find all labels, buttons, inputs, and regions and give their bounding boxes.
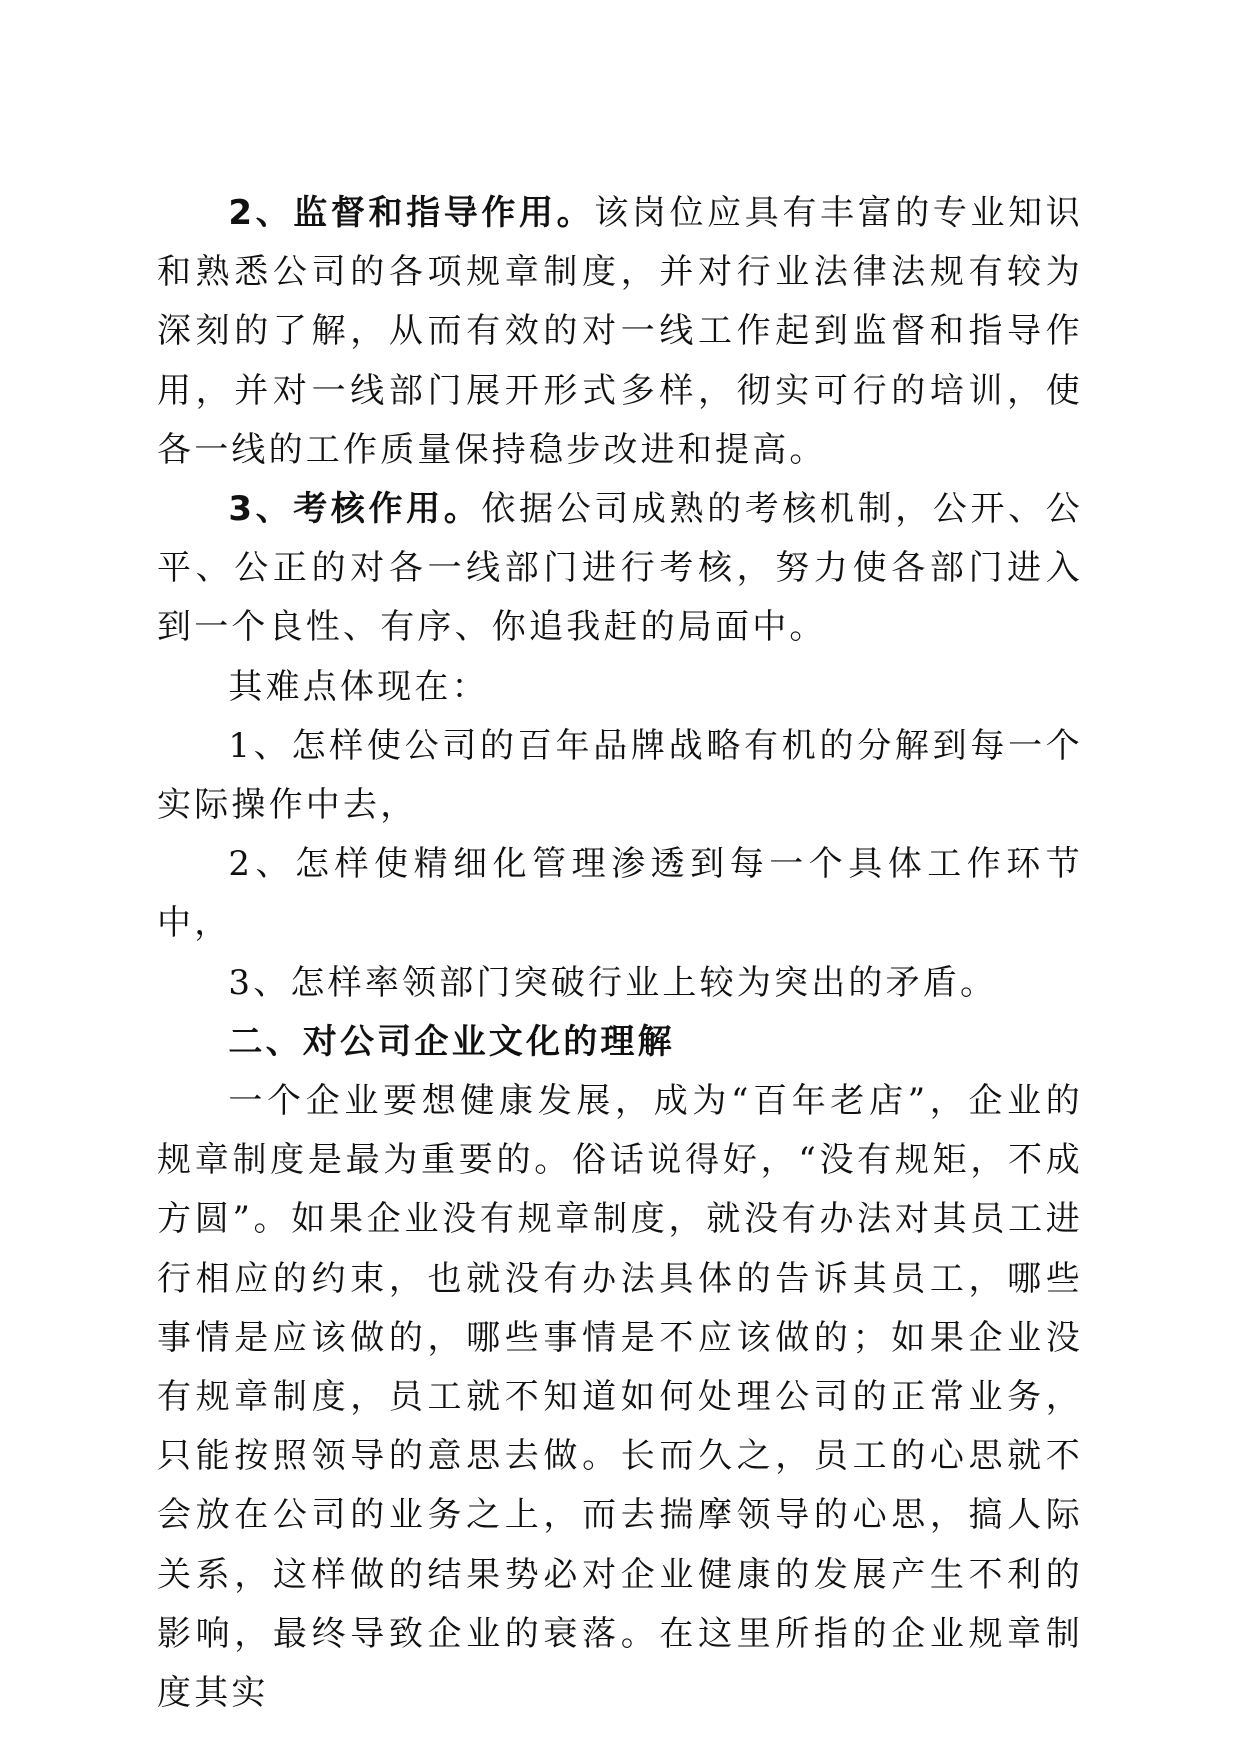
section-heading-culture: 二、对公司企业文化的理解 xyxy=(228,1021,675,1062)
paragraph-text: 依据公司成熟的考核机制，公开、公平、公正的对各一线部门进行考核，努力使各部门进入到一个良性、有序、你追我赶的局面中。 xyxy=(157,489,1083,648)
list-item-difficulty-2: 2、怎样使精细化管理渗透到每一个具体工作环节中， xyxy=(157,844,1083,944)
paragraph-difficulties-intro: 其难点体现在： xyxy=(228,666,489,707)
document-body xyxy=(157,184,1083,1723)
paragraph-rules-importance: 一个企业要想健康发展，成为“百年老店”，企业的规章制度是最为重要的。俗话说得好，“没有规矩，不成方圆”。如果企业没有规章制度，就没有办法对其员工进行相应的约束，也就没有办法具体的告诉其员工，哪些事情是应该做的，哪些事情是不应该做的；如果企业没有规章制度，员工就不知道如何处理公司的正常业务，只能按照领导的意思去做。长而久之，员工的心思就不会放在公司的业务之上，而去揣摩领导的心思，搞人际关系，这样做的结果势必对企业健康的发展产生不利的影响，最终导致企业的衰落。在这里所指的企业规章制度其实 xyxy=(157,1081,1083,1714)
paragraph-supervision-role xyxy=(157,184,1083,480)
paragraph-lead: 3、考核作用。 xyxy=(228,489,482,530)
list-item-difficulty-1: 1、怎样使公司的百年品牌战略有机的分解到每一个实际操作中去， xyxy=(157,725,1083,826)
paragraph-lead: 2、监督和指导作用。 xyxy=(228,193,595,233)
list-item-difficulty-3: 3、怎样率领部门突破行业上较为突出的矛盾。 xyxy=(228,962,998,1003)
paragraph-assessment-role xyxy=(157,480,1083,658)
paragraph-text: 该岗位应具有丰富的专业知识和熟悉公司的各项规章制度，并对行业法律法规有较为深刻的了解，从而有效的对一线工作起到监督和指导作用，并对一线部门展开形式多样，彻实可行的培训，使各一线的工作质量保持稳步改进和提高。 xyxy=(157,193,1083,470)
